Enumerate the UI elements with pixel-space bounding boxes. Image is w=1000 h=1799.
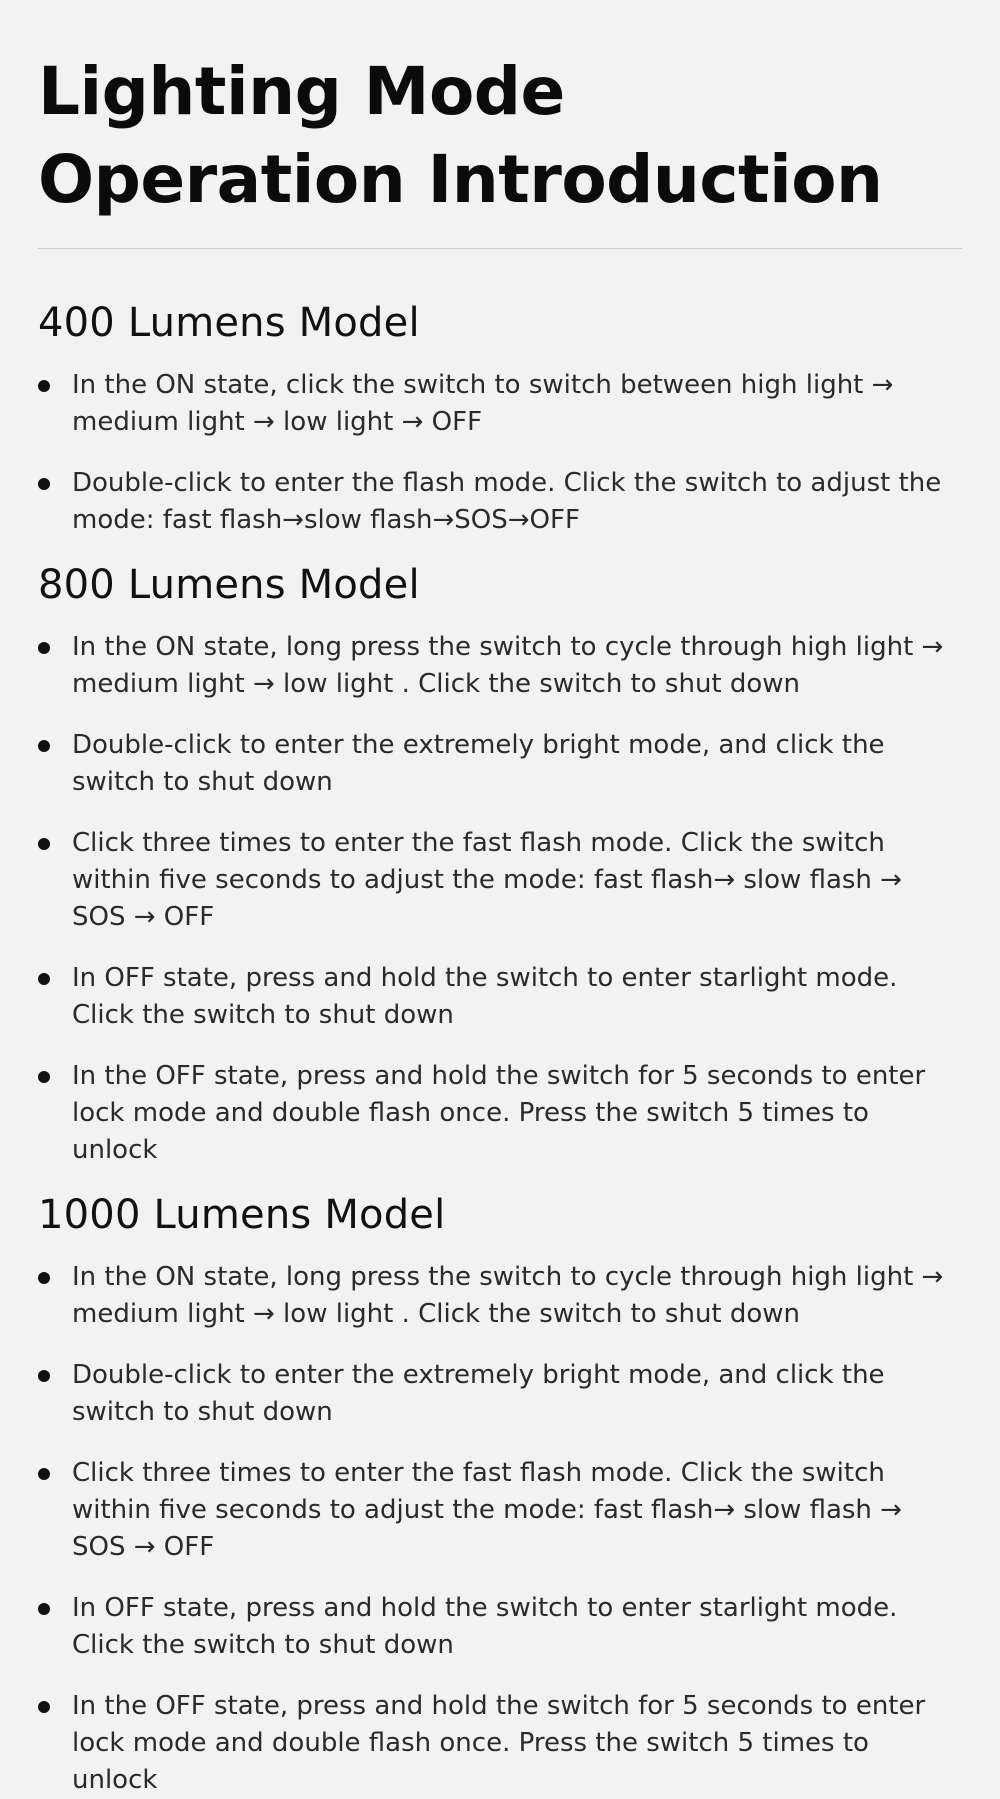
instruction-item [38, 1357, 962, 1431]
bullet-dot-icon [38, 1071, 50, 1083]
section-1000-lumens [38, 1191, 962, 1799]
instruction-text: In the OFF state, press and hold the switch for 5 seconds to enter lock mode and double flash once. Press the switch 5 times to unlock [72, 1691, 926, 1795]
bullet-dot-icon [38, 642, 50, 654]
instruction-item [38, 1455, 962, 1566]
instruction-text: In the ON state, click the switch to switch between high light → medium light → low light → OFF [72, 370, 894, 437]
instruction-list [38, 1259, 962, 1799]
instruction-item [38, 367, 962, 441]
instruction-text: In the ON state, long press the switch to cycle through high light → medium light → low light . Click the switch to shut down [72, 632, 944, 699]
section-heading: 800 Lumens Model [38, 562, 420, 608]
instruction-text: In OFF state, press and hold the switch to enter starlight mode. Click the switch to shut down [72, 963, 898, 1030]
bullet-dot-icon [38, 1603, 50, 1615]
instruction-text: Double-click to enter the flash mode. Click the switch to adjust the mode: fast flash→slow flash→SOS→OFF [72, 468, 942, 535]
page-title [38, 0, 962, 224]
bullet-dot-icon [38, 740, 50, 752]
instruction-list [38, 629, 962, 1169]
instruction-text: Click three times to enter the fast flash mode. Click the switch within five seconds to adjust the mode: fast flash→ slow flash → SOS → OFF [72, 1458, 902, 1562]
bullet-dot-icon [38, 973, 50, 985]
page-title-line-2: Operation Introduction [38, 141, 883, 218]
section-400-lumens [38, 299, 962, 539]
bullet-dot-icon [38, 1272, 50, 1284]
instruction-text: In the ON state, long press the switch to cycle through high light → medium light → low light . Click the switch to shut down [72, 1262, 944, 1329]
instruction-text: In OFF state, press and hold the switch to enter starlight mode. Click the switch to shut down [72, 1593, 898, 1660]
instruction-item [38, 825, 962, 936]
bullet-dot-icon [38, 1370, 50, 1382]
instruction-item [38, 1058, 962, 1169]
instruction-text: Double-click to enter the extremely bright mode, and click the switch to shut down [72, 1360, 885, 1427]
instruction-item [38, 960, 962, 1034]
bullet-dot-icon [38, 1468, 50, 1480]
instruction-list [38, 367, 962, 539]
instruction-item [38, 1688, 962, 1799]
page-title-line-1: Lighting Mode [38, 53, 565, 130]
instruction-item [38, 465, 962, 539]
instruction-item [38, 727, 962, 801]
instruction-text: Click three times to enter the fast flash mode. Click the switch within five seconds to adjust the mode: fast flash→ slow flash → SOS → OFF [72, 828, 902, 932]
bullet-dot-icon [38, 478, 50, 490]
instruction-text: Double-click to enter the extremely bright mode, and click the switch to shut down [72, 730, 885, 797]
section-800-lumens [38, 561, 962, 1169]
bullet-dot-icon [38, 838, 50, 850]
instruction-text: In the OFF state, press and hold the switch for 5 seconds to enter lock mode and double flash once. Press the switch 5 times to unlock [72, 1061, 926, 1165]
instruction-item [38, 1590, 962, 1664]
bullet-dot-icon [38, 380, 50, 392]
instruction-item [38, 629, 962, 703]
instruction-item [38, 1259, 962, 1333]
section-heading: 1000 Lumens Model [38, 1192, 446, 1238]
section-heading: 400 Lumens Model [38, 300, 420, 346]
title-divider [38, 248, 962, 249]
bullet-dot-icon [38, 1701, 50, 1713]
